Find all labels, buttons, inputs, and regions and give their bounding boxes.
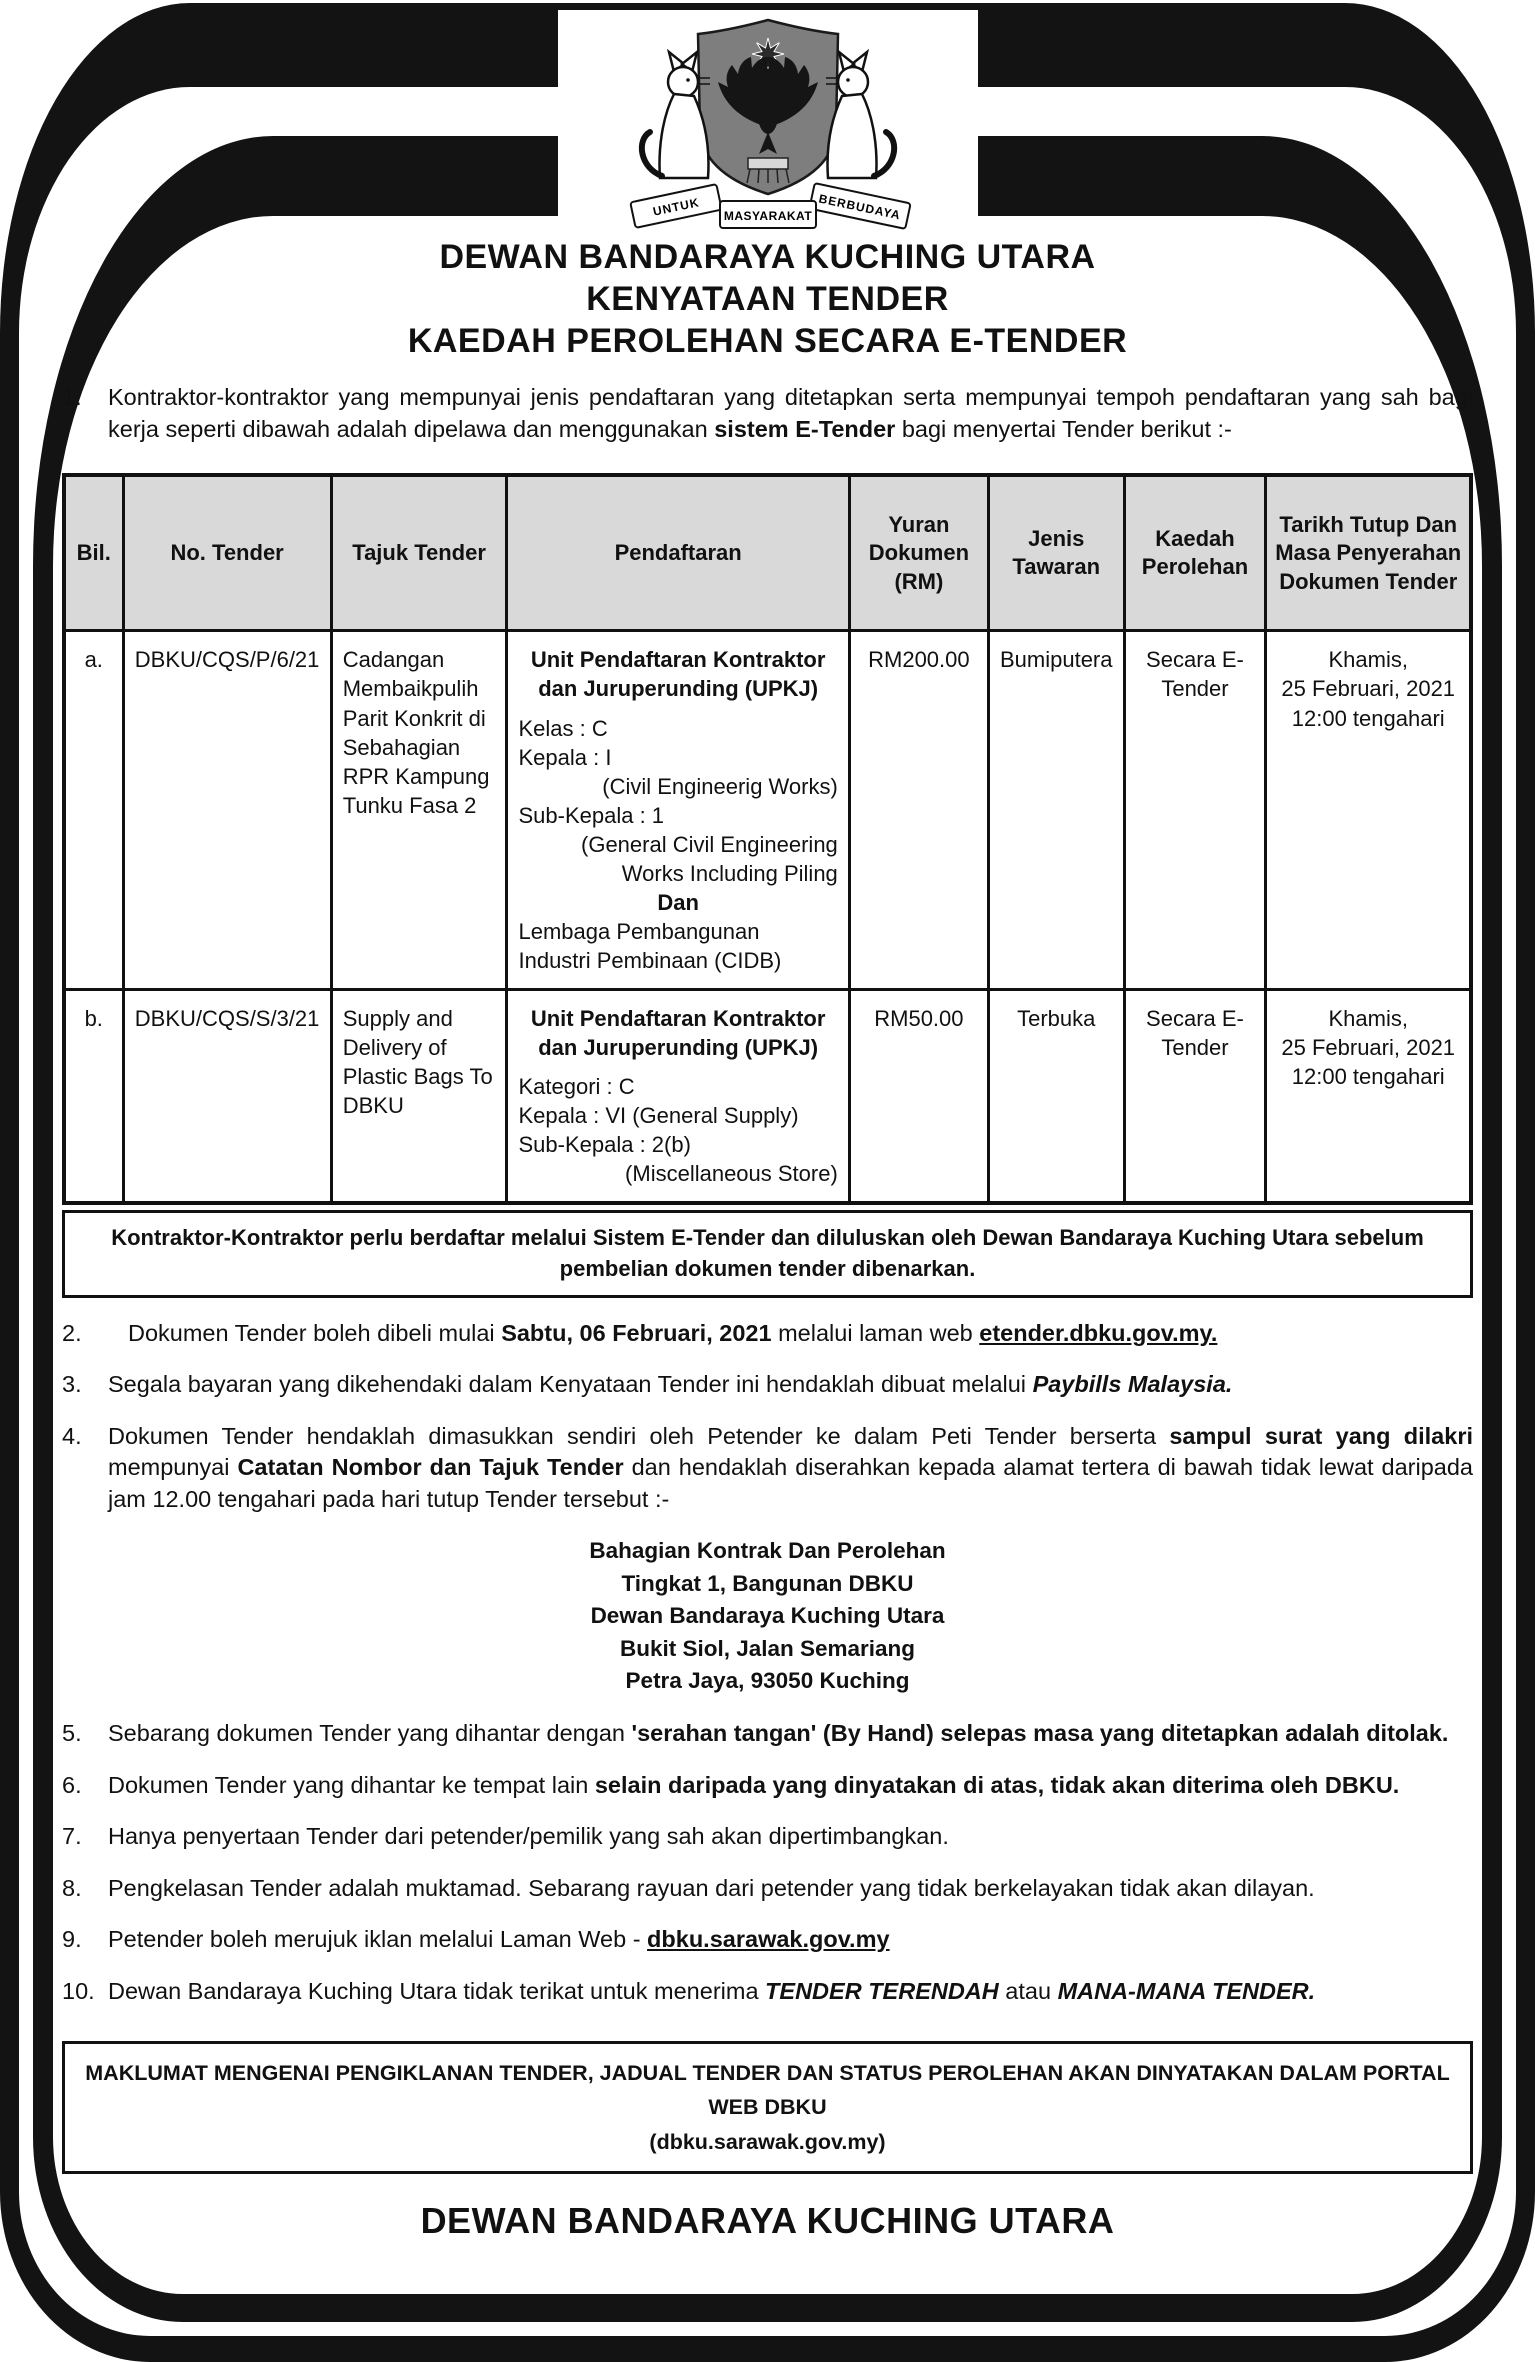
text-segment: dbku.sarawak.gov.my — [647, 1926, 890, 1953]
text-segment: Catatan Nombor dan Tajuk Tender — [237, 1454, 624, 1481]
item-text — [108, 1318, 1473, 1349]
text-segment: mempunyai — [108, 1454, 238, 1481]
notice-type-title: KENYATAAN TENDER — [586, 280, 949, 319]
tarikh-line: 12:00 tengahari — [1291, 1063, 1445, 1089]
item-text — [108, 1821, 1473, 1852]
cell-tarikh — [1266, 989, 1471, 1203]
numbered-item — [62, 1924, 1473, 1955]
items-mid-host — [62, 1318, 1473, 1515]
tender-table — [62, 473, 1473, 1205]
table-row — [64, 989, 1471, 1203]
motto-ribbon-center — [720, 201, 816, 228]
motto-left-text: UNTUK — [651, 195, 701, 219]
notice-title-block — [62, 236, 1473, 362]
address-line: Tingkat 1, Bangunan DBKU — [621, 1570, 914, 1596]
tarikh-line: Khamis, — [1328, 1005, 1408, 1031]
cell-pendaftaran — [507, 989, 849, 1203]
cell-bil: a. — [64, 631, 123, 989]
numbered-item — [62, 1873, 1473, 1904]
address-line: Bahagian Kontrak Dan Perolehan — [589, 1537, 946, 1563]
portal-info-line2: (dbku.sarawak.gov.my) — [649, 2129, 886, 2154]
pendaftaran-line: Kelas : C — [518, 715, 608, 741]
cell-yuran: RM50.00 — [849, 989, 988, 1203]
cell-tajuk-tender: Supply and Delivery of Plastic Bags To DBKU — [331, 989, 507, 1203]
text-segment: sampul surat yang dilakri — [1169, 1422, 1473, 1449]
item-number: 6. — [62, 1771, 82, 1798]
text-segment: Segala bayaran yang dikehendaki dalam Kenyataan Tender ini hendaklah dibuat melalui — [108, 1371, 1033, 1398]
pendaftaran-line: Industri Pembinaan (CIDB) — [518, 947, 782, 973]
text-segment: Paybills Malaysia. — [1032, 1371, 1233, 1398]
pendaftaran-heading: Unit Pendaftaran Kontraktor dan Juruperunding (UPKJ) — [530, 1005, 826, 1060]
portal-info-box — [62, 2041, 1473, 2174]
numbered-item — [62, 1318, 1473, 1349]
text-segment: etender.dbku.gov.my. — [979, 1319, 1218, 1346]
item-text — [108, 1369, 1473, 1400]
numbered-item — [62, 1821, 1473, 1852]
item-text — [108, 1770, 1473, 1801]
item-text — [108, 1873, 1473, 1904]
item-number: 9. — [62, 1926, 82, 1953]
cell-pendaftaran — [507, 631, 849, 989]
text-segment: melalui laman web — [771, 1319, 980, 1346]
column-header: Kaedah Perolehan — [1124, 475, 1266, 631]
motto-center-text: MASYARAKAT — [723, 209, 813, 223]
numbered-item — [62, 382, 1473, 445]
item-number: 2. — [62, 1319, 82, 1346]
item-text — [108, 1421, 1473, 1515]
item-text — [108, 1976, 1473, 2007]
footer-org-name: DEWAN BANDARAYA KUCHING UTARA — [420, 2200, 1115, 2242]
text-segment: MANA-MANA TENDER. — [1057, 1977, 1316, 2004]
table-body — [64, 631, 1471, 1203]
registration-note-text: Kontraktor-Kontraktor perlu berdaftar melalui Sistem E-Tender dan diluluskan oleh Dewan Bandaraya Kuching Utara sebelum pembelian dokumen tender dibenarkan. — [111, 1224, 1424, 1281]
address-line: Bukit Siol, Jalan Semariang — [619, 1635, 916, 1661]
cell-no-tender: DBKU/CQS/P/6/21 — [123, 631, 331, 989]
tarikh-line: 25 Februari, 2021 — [1281, 1034, 1456, 1060]
intro-item-host — [62, 382, 1473, 445]
items-end-host — [62, 1718, 1473, 2007]
column-header: Bil. — [64, 475, 123, 631]
org-title: DEWAN BANDARAYA KUCHING UTARA — [439, 238, 1096, 276]
table-header-row — [64, 475, 1471, 631]
numbered-item — [62, 1770, 1473, 1801]
text-segment: Kontraktor-kontraktor yang mempunyai jenis pendaftaran yang ditetapkan serta mempunyai tempoh pendaftaran yang sah bagi kerja seperti dibawah adalah dipelawa dan menggunakan — [108, 384, 1473, 442]
address-block — [62, 1535, 1473, 1698]
notice-content — [62, 236, 1473, 2242]
text-segment: 'serahan tangan' (By Hand) selepas masa yang ditetapkan adalah ditolak. — [631, 1720, 1449, 1747]
text-segment: Dokumen Tender hendaklah dimasukkan sendiri oleh Petender ke dalam Peti Tender berserta — [108, 1422, 1170, 1449]
cell-bil: b. — [64, 989, 123, 1203]
motto-ribbon-left — [630, 184, 721, 228]
item-number: 10. — [62, 1977, 95, 2004]
item-number: 7. — [62, 1823, 82, 1850]
portal-info-line1: MAKLUMAT MENGENAI PENGIKLANAN TENDER, JADUAL TENDER DAN STATUS PEROLEHAN AKAN DINYATAKAN DALAM PORTAL WEB DBKU — [85, 2061, 1450, 2120]
text-segment: Dewan Bandaraya Kuching Utara tidak terikat untuk menerima — [108, 1977, 766, 2004]
column-header: Pendaftaran — [507, 475, 849, 631]
pendaftaran-line: Dan — [657, 889, 699, 915]
item-number: 8. — [62, 1874, 82, 1901]
cell-no-tender: DBKU/CQS/S/3/21 — [123, 989, 331, 1203]
cell-kaedah: Secara E-Tender — [1124, 989, 1266, 1203]
sarawak-crest-icon — [558, 10, 978, 232]
address-line: Dewan Bandaraya Kuching Utara — [590, 1603, 945, 1629]
column-header: Jenis Tawaran — [988, 475, 1124, 631]
text-segment: atau — [998, 1977, 1058, 2004]
text-segment: bagi menyertai Tender berikut :- — [895, 415, 1232, 442]
pendaftaran-line: Kepala : VI (General Supply) — [518, 1102, 799, 1128]
numbered-item — [62, 1976, 1473, 2007]
pendaftaran-line: Works Including Piling — [621, 860, 838, 886]
cell-jenis: Bumiputera — [988, 631, 1124, 989]
column-header: Yuran Dokumen (RM) — [849, 475, 988, 631]
procurement-method-title: KAEDAH PEROLEHAN SECARA E-TENDER — [407, 322, 1128, 361]
registration-note-box — [62, 1210, 1473, 1298]
item-text — [108, 1718, 1473, 1749]
numbered-item — [62, 1369, 1473, 1400]
pendaftaran-heading: Unit Pendaftaran Kontraktor dan Juruperunding (UPKJ) — [530, 647, 826, 702]
numbered-item — [62, 1718, 1473, 1749]
text-segment: dan hendaklah diserahkan kepada alamat tertera di bawah tidak lewat daripada jam 12.00 tengahari pada hari tutup Tender tersebut :- — [108, 1454, 1473, 1512]
cell-jenis: Terbuka — [988, 989, 1124, 1203]
cell-tarikh — [1266, 631, 1471, 989]
item-number: 1. — [62, 384, 82, 411]
pendaftaran-line: Sub-Kepala : 1 — [518, 802, 665, 828]
column-header: No. Tender — [123, 475, 331, 631]
item-number: 3. — [62, 1371, 82, 1398]
text-segment: Pengkelasan Tender adalah muktamad. Sebarang rayuan dari petender yang tidak berkelayakan tidak akan dilayan. — [108, 1874, 1315, 1901]
item-number: 5. — [62, 1720, 82, 1747]
text-segment: Sabtu, 06 Februari, 2021 — [501, 1319, 772, 1346]
tarikh-line: 25 Februari, 2021 — [1281, 676, 1456, 702]
city-crest — [558, 10, 978, 232]
text-segment: Sebarang dokumen Tender yang dihantar dengan — [108, 1720, 632, 1747]
text-segment: selain daripada yang dinyatakan di atas, tidak akan diterima oleh DBKU. — [594, 1771, 1400, 1798]
address-line: Petra Jaya, 93050 Kuching — [625, 1668, 910, 1694]
tarikh-line: Khamis, — [1328, 647, 1408, 673]
text-segment: Dokumen Tender boleh dibeli mulai — [128, 1319, 502, 1346]
pendaftaran-line: (Civil Engineerig Works) — [602, 773, 838, 799]
text-segment: sistem E-Tender — [714, 415, 896, 442]
text-segment: Petender boleh merujuk iklan melalui Laman Web - — [108, 1926, 648, 1953]
text-segment: Hanya penyertaan Tender dari petender/pemilik yang sah akan dipertimbangkan. — [108, 1823, 949, 1850]
tarikh-line: 12:00 tengahari — [1291, 705, 1445, 731]
column-header: Tarikh Tutup Dan Masa Penyerahan Dokumen Tender — [1266, 475, 1471, 631]
pendaftaran-line: Lembaga Pembangunan — [518, 918, 760, 944]
pendaftaran-line: (General Civil Engineering — [581, 831, 838, 857]
item-text — [108, 1924, 1473, 1955]
text-segment: Dokumen Tender yang dihantar ke tempat lain — [108, 1771, 595, 1798]
pendaftaran-line: Sub-Kepala : 2(b) — [518, 1131, 691, 1157]
pendaftaran-line: Kepala : I — [518, 744, 612, 770]
motto-ribbon-right — [809, 183, 910, 229]
motto-right-text: BERBUDAYA — [817, 191, 903, 223]
item-text — [108, 382, 1473, 445]
cell-tajuk-tender: Cadangan Membaikpulih Parit Konkrit di Sebahagian RPR Kampung Tunku Fasa 2 — [331, 631, 507, 989]
column-header: Tajuk Tender — [331, 475, 507, 631]
cell-kaedah: Secara E-Tender — [1124, 631, 1266, 989]
pendaftaran-line: Kategori : C — [518, 1073, 635, 1099]
text-segment: TENDER TERENDAH — [765, 1977, 999, 2004]
numbered-item — [62, 1421, 1473, 1515]
table-row — [64, 631, 1471, 989]
item-number: 4. — [62, 1422, 82, 1449]
cell-yuran: RM200.00 — [849, 631, 988, 989]
pendaftaran-line: (Miscellaneous Store) — [625, 1160, 838, 1186]
